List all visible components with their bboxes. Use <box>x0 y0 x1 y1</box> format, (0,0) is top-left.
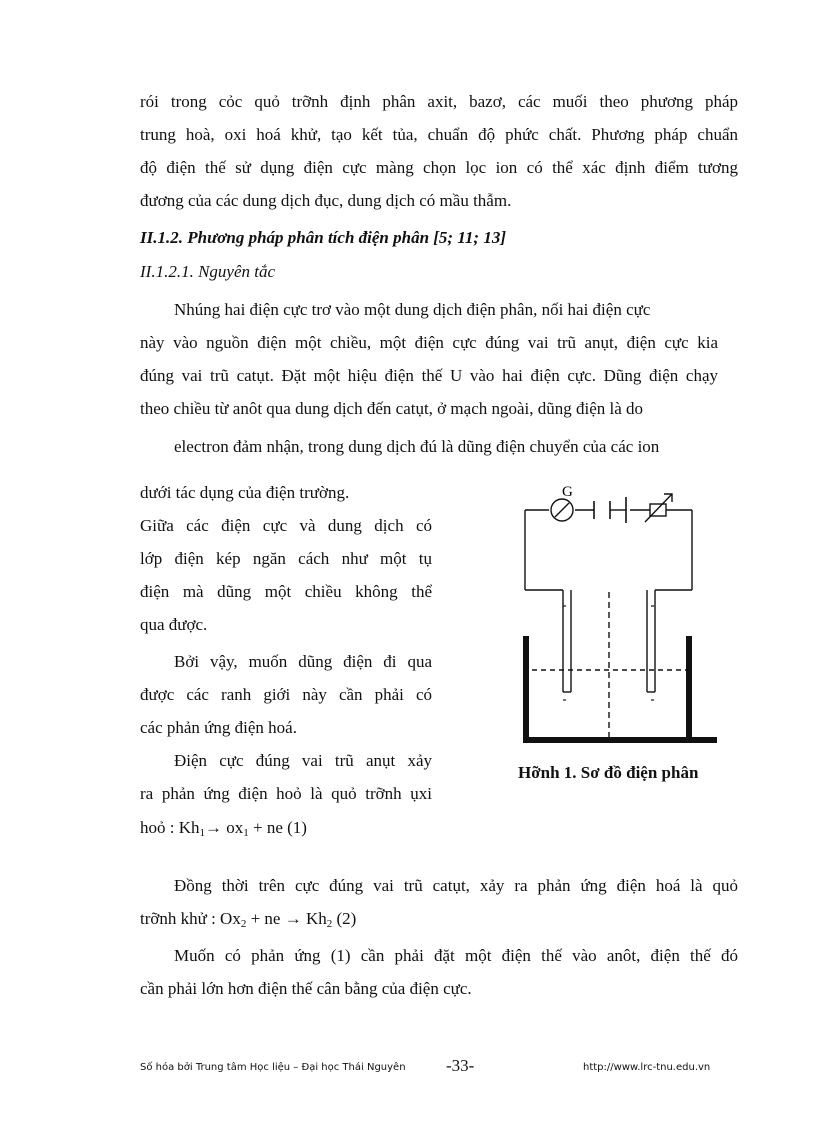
electrode-right <box>647 590 655 692</box>
text-line: Điện cực đúng vai trũ anụt xảy <box>174 751 432 770</box>
text-line: độ điện thế sử dụng điện cực màng chọn lọc ion có thể xác định điểm tương <box>140 158 738 177</box>
text-line: cần phải lớn hơn điện thế cân bằng của điện cực. <box>140 979 472 998</box>
electrode-left <box>563 590 571 692</box>
text-line: electron đảm nhận, trong dung dịch đú là dũng điện chuyển của các ion <box>174 437 660 456</box>
electrolysis-diagram <box>505 475 725 750</box>
text-line: đương của các dung dịch đục, dung dịch có mầu thẫm. <box>140 191 512 210</box>
text-line: trung hoà, oxi hoá khử, tạo kết tủa, chuẩn độ phức chất. Phương pháp chuẩn <box>140 125 738 144</box>
beaker <box>523 636 717 743</box>
text-line: Giữa các điện cực và dung dịch có <box>140 516 432 535</box>
text-line: qua được. <box>140 615 208 634</box>
circuit-wire <box>525 510 692 590</box>
text-line: Muốn có phản ứng (1) cần phải đặt một điện thế vào anôt, điện thế đó <box>174 946 738 965</box>
text-line: này vào nguồn điện một chiều, một điện cực đúng vai trũ anụt, điện cực kia <box>140 333 718 352</box>
text-line: Bởi vậy, muốn dũng điện đi qua <box>174 652 432 671</box>
text-line: rói trong cỏc quỏ trỡnh định phân axit, bazơ, các muối theo phương pháp <box>140 92 738 111</box>
text-line: điện mà dũng một chiều không thể <box>140 582 432 601</box>
text-line: đúng vai trũ catụt. Đặt một hiệu điện thế U vào hai điện cực. Dũng điện chạy <box>140 366 718 385</box>
text-line: ra phản ứng điện hoỏ là quỏ trỡnh ụxi <box>140 784 432 803</box>
subsection-heading: II.1.2.1. Nguyên tắc <box>140 262 276 281</box>
galvanometer-icon <box>551 499 573 521</box>
footer-url[interactable]: http://www.lrc-tnu.edu.vn <box>583 1062 711 1073</box>
text-line: các phản ứng điện hoá. <box>140 718 297 737</box>
figure-caption: Hỡnh 1. Sơ đồ điện phân <box>518 763 699 782</box>
text-line: theo chiều từ anôt qua dung dịch đến catụt, ở mạch ngoài, dũng điện là do <box>140 399 644 418</box>
text-line: lớp điện kép ngăn cách như một tụ <box>140 549 432 568</box>
text-line: Nhúng hai điện cực trơ vào một dung dịch điện phân, nối hai điện cực <box>174 300 651 319</box>
text-line: được các ranh giới này cần phải có <box>140 685 432 704</box>
rheostat-icon <box>645 494 672 522</box>
text-line: dưới tác dụng của điện trường. <box>140 483 350 502</box>
equation-2: trỡnh khử : $Ox_2$ + ne → $Kh_2$ (2) <box>140 909 357 930</box>
page-number: -33- <box>446 1056 475 1075</box>
galvanometer-label: G <box>562 484 573 500</box>
section-heading: II.1.2. Phương pháp phân tích điện phân [5; 11; 13] <box>140 228 506 247</box>
equation-1: hoỏ : $Kh_1\to ox_1$ + ne (1) <box>140 818 307 839</box>
footer-source: Số hóa bởi Trung tâm Học liệu – Đại học Thái Nguyên <box>140 1062 406 1073</box>
text-line: Đồng thời trên cực đúng vai trũ catụt, xảy ra phản ứng điện hoá là quỏ <box>174 876 738 895</box>
